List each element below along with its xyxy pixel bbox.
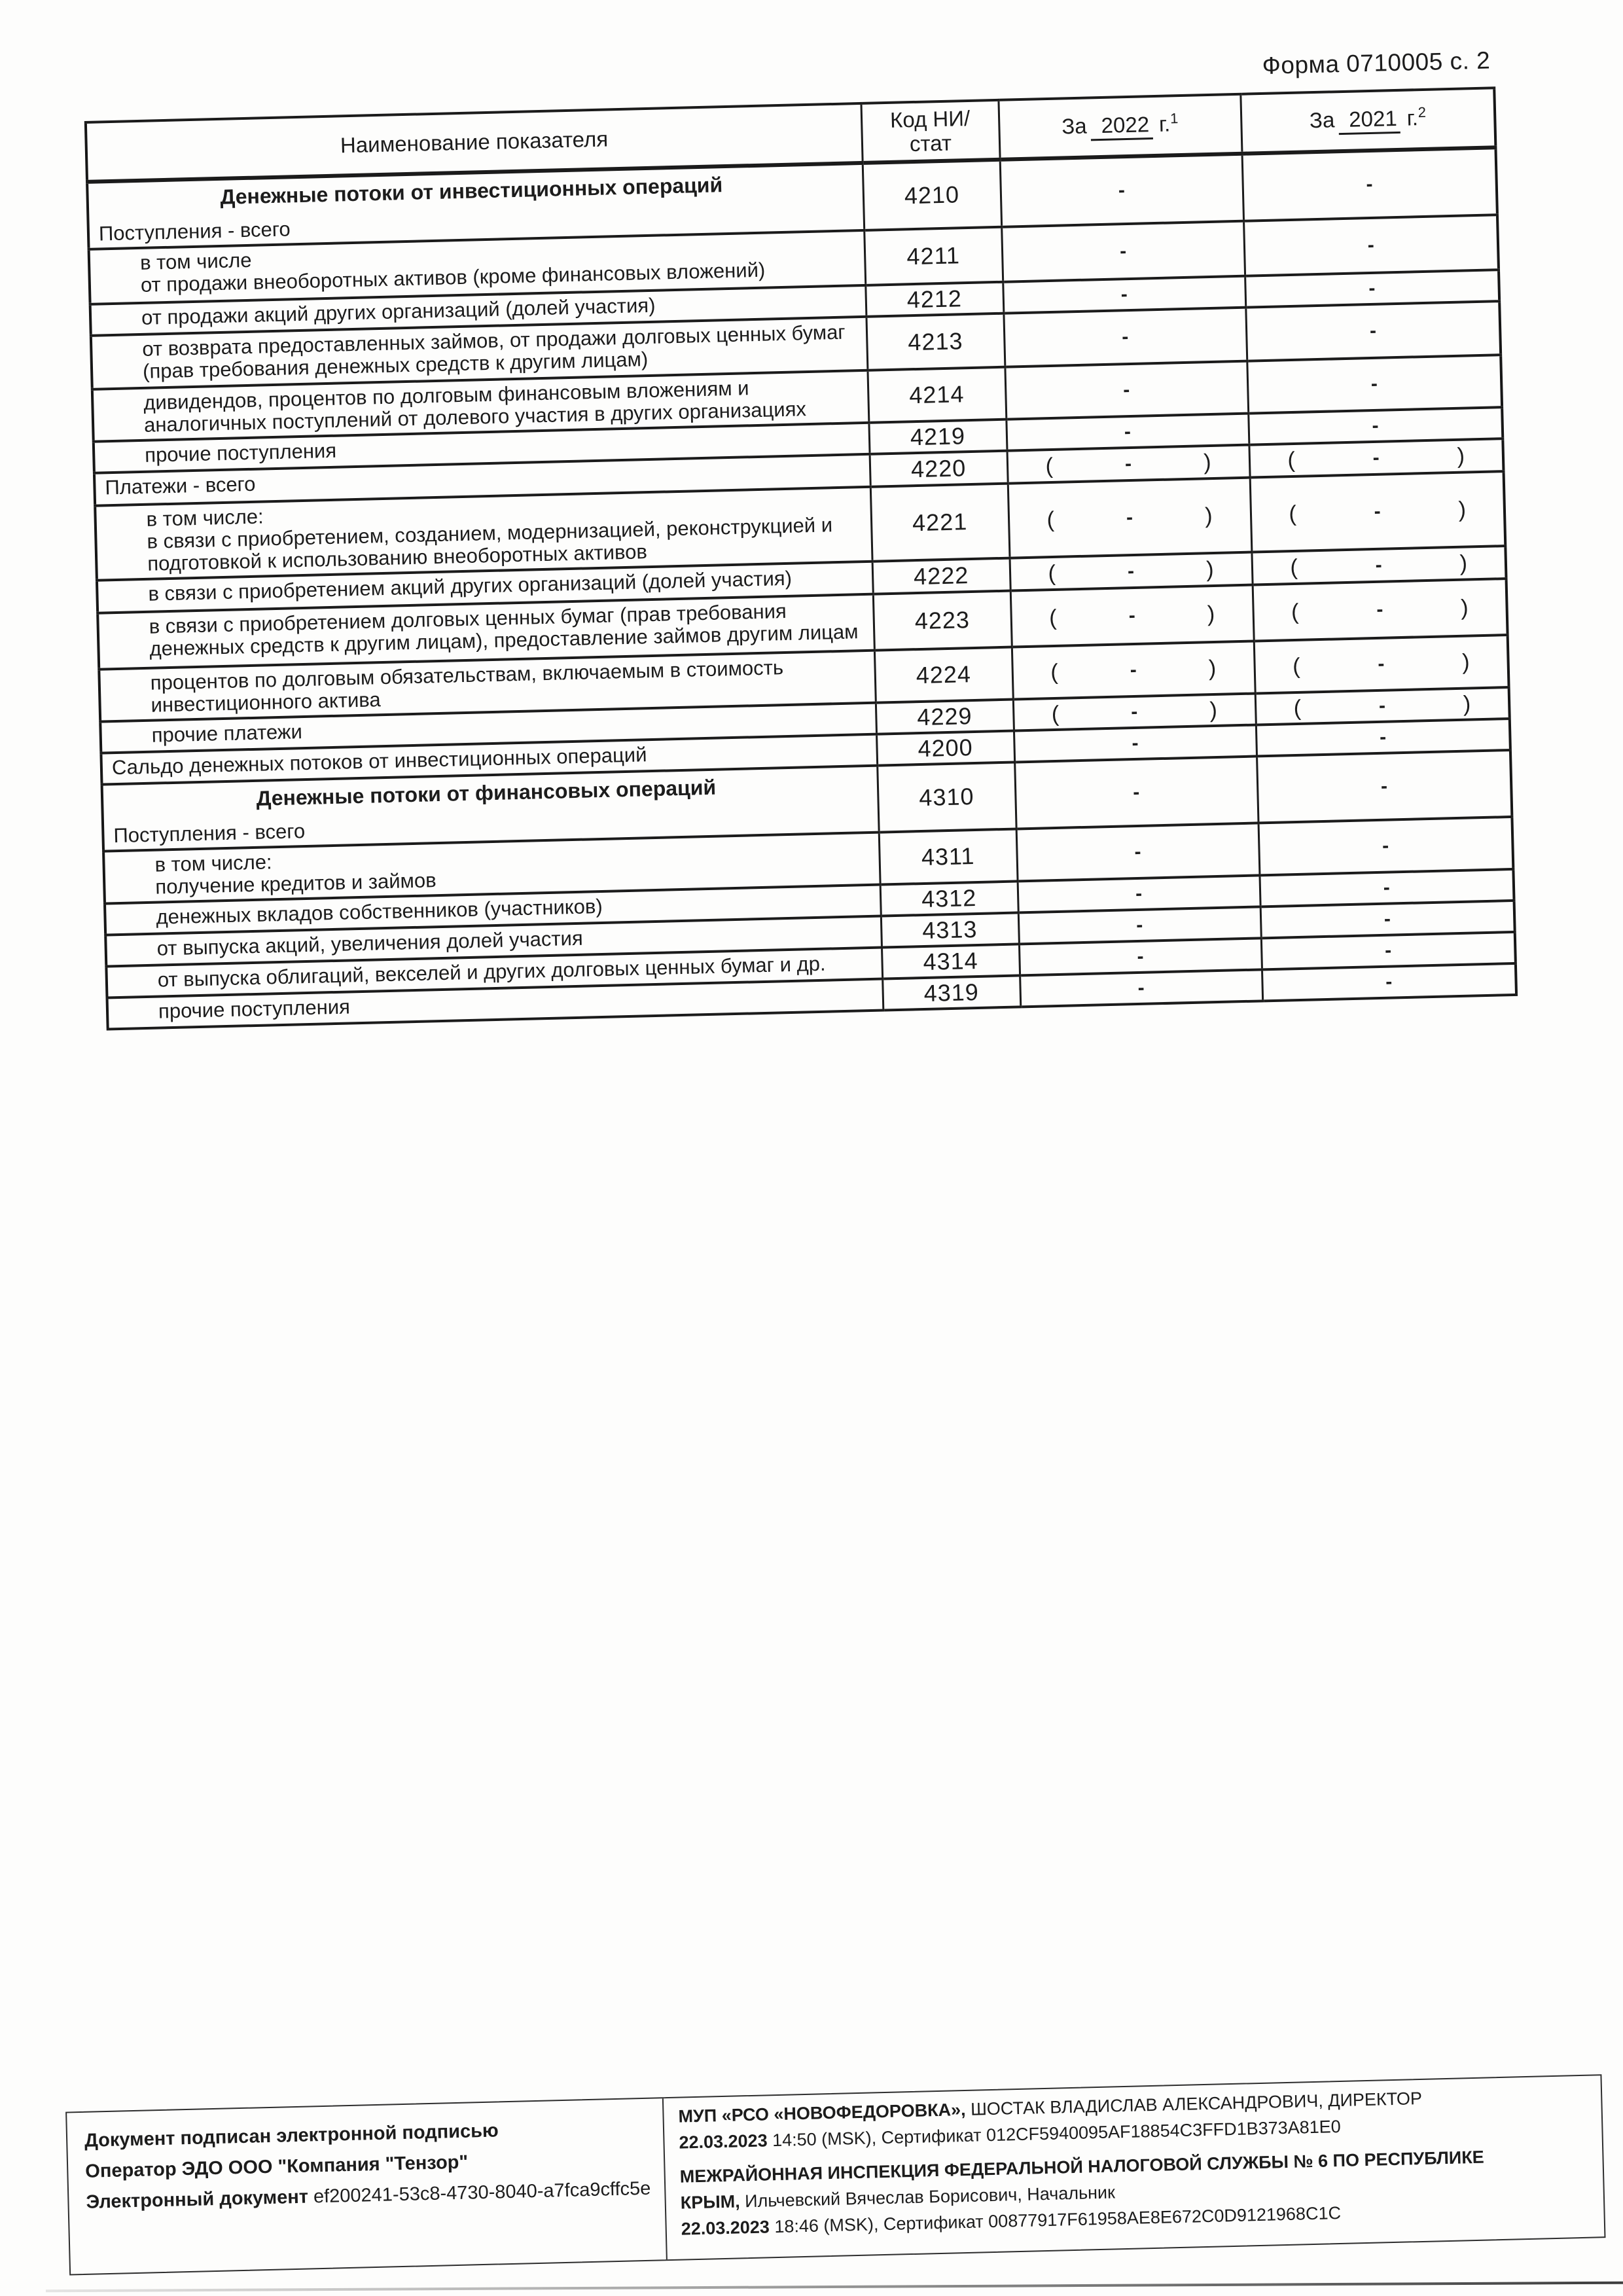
signer-2-certificate: 22.03.2023 18:46 (MSK), Сертификат 00877917F61958AE8E672C0D9121968C1C bbox=[681, 2202, 1342, 2239]
cash-flow-table bbox=[84, 86, 1518, 1030]
value-dash: - bbox=[1121, 326, 1129, 348]
value-2021-cell bbox=[1247, 355, 1502, 413]
indicator-label: Платежи - всего bbox=[105, 472, 256, 499]
code-cell: 4210 bbox=[863, 160, 1001, 230]
code-cell: 4319 bbox=[882, 975, 1020, 1010]
code-cell: 4222 bbox=[872, 558, 1010, 594]
value-dash: - bbox=[1372, 446, 1380, 469]
value-dash: - bbox=[1135, 882, 1143, 905]
indicator-label: процентов по долговым обязательствам, включаемым в стоимость инвестиционного актива bbox=[150, 656, 784, 717]
paren-open: ( bbox=[1293, 695, 1302, 721]
value-dash: - bbox=[1128, 604, 1136, 627]
footnote-mark: 1 bbox=[1169, 110, 1179, 127]
value-2021-cell bbox=[1254, 635, 1509, 693]
value-2021-cell bbox=[1242, 147, 1497, 221]
code-cell: 4221 bbox=[870, 484, 1010, 562]
value-2021-cell bbox=[1245, 301, 1501, 361]
value-dash: - bbox=[1118, 179, 1126, 202]
code-cell: 4223 bbox=[873, 591, 1012, 651]
code-cell: 4224 bbox=[874, 647, 1013, 703]
value-dash: - bbox=[1377, 653, 1385, 675]
signature-title: Документ подписан электронной подписью bbox=[84, 2120, 499, 2151]
value-dash: - bbox=[1137, 977, 1145, 999]
indicator-label: денежных вкладов собственников (участников) bbox=[156, 894, 603, 929]
code-cell: 4229 bbox=[876, 700, 1014, 734]
signer-2-name-line1: МЕЖРАЙОННАЯ ИНСПЕКЦИЯ ФЕДЕРАЛЬНОЙ НАЛОГОВОЙ СЛУЖБЫ № 6 ПО РЕСПУБЛИКЕ bbox=[679, 2147, 1485, 2187]
indicator-label: в связи с приобретением акций других организаций (долей участия) bbox=[148, 566, 793, 605]
value-2022-cell bbox=[1001, 221, 1245, 282]
signer-1-certificate: 22.03.2023 14:50 (MSK), Сертификат 012CF5940095AF18854C3FFD1B373A81E0 bbox=[679, 2116, 1342, 2153]
year-prefix: За bbox=[1309, 107, 1335, 133]
value-2021-cell bbox=[1253, 579, 1508, 641]
scan-edge-line bbox=[46, 2282, 1623, 2293]
value-2022-cell bbox=[1012, 641, 1255, 700]
value-dash: - bbox=[1132, 781, 1140, 804]
value-dash: - bbox=[1130, 658, 1137, 681]
paren-open: ( bbox=[1291, 599, 1299, 624]
indicator-label: прочие поступления bbox=[158, 995, 351, 1023]
paren-open: ( bbox=[1290, 554, 1298, 580]
code-cell: 4311 bbox=[879, 829, 1018, 884]
indicator-label: в том числе от продажи внеоборотных активов (кроме финансовых вложений) bbox=[139, 248, 766, 296]
indicator-label: дивидендов, процентов по долговым финансовым вложениям и аналогичных поступлений от долевого участия в других организациях bbox=[143, 376, 807, 437]
paren-close: ) bbox=[1208, 655, 1217, 681]
indicator-label: в том числе: получение кредитов и займов bbox=[154, 850, 437, 899]
value-2022-cell bbox=[1005, 361, 1248, 420]
value-dash: - bbox=[1124, 453, 1132, 475]
electronic-document-id: Электронный документ ef200241-53c8-4730-8040-a7fca9cffc5e bbox=[86, 2178, 651, 2213]
signature-block bbox=[65, 2074, 1605, 2275]
value-2021-cell bbox=[1250, 471, 1506, 552]
value-dash: - bbox=[1382, 834, 1389, 857]
code-cell: 4211 bbox=[864, 227, 1003, 285]
paren-close: ) bbox=[1460, 595, 1469, 620]
signer-1-name: МУП «РСО «НОВОФЕДОРОВКА», ШОСТАК ВЛАДИСЛАВ АЛЕКСАНДРОВИЧ, ДИРЕКТОР bbox=[678, 2088, 1423, 2126]
paren-close: ) bbox=[1209, 697, 1218, 723]
paren-open: ( bbox=[1048, 560, 1056, 586]
paren-close: ) bbox=[1207, 601, 1215, 626]
value-dash: - bbox=[1130, 700, 1138, 723]
value-dash: - bbox=[1132, 732, 1139, 755]
paren-open: ( bbox=[1050, 659, 1059, 685]
value-dash: - bbox=[1134, 840, 1141, 863]
indicator-label: Поступления - всего bbox=[98, 217, 291, 245]
paren-close: ) bbox=[1457, 443, 1465, 469]
code-cell: 4213 bbox=[866, 314, 1005, 370]
value-dash: - bbox=[1367, 234, 1375, 257]
indicator-label: от выпуска облигаций, векселей и других долговых ценных бумаг и др. bbox=[157, 952, 826, 992]
code-cell: 4312 bbox=[880, 881, 1018, 916]
value-2022-cell bbox=[1020, 969, 1262, 1007]
value-2021-cell bbox=[1257, 750, 1512, 823]
code-cell: 4220 bbox=[870, 451, 1008, 487]
value-dash: - bbox=[1379, 726, 1387, 748]
value-2022-cell bbox=[1014, 756, 1258, 829]
paren-open: ( bbox=[1051, 701, 1060, 726]
edo-operator: Оператор ЭДО ООО "Компания "Тензор" bbox=[84, 2151, 469, 2182]
col-header-indicator: Наименование показателя bbox=[86, 103, 863, 182]
indicator-label: от продажи акций других организаций (долей участия) bbox=[141, 293, 656, 329]
indicator-label: в том числе: в связи с приобретением, созданием, модернизацией, реконструкцией и подготовкой к использованию внеоборотных активов bbox=[146, 505, 833, 575]
form-number-label: Форма 0710005 с. 2 bbox=[1262, 46, 1491, 79]
value-2022-cell bbox=[1010, 585, 1254, 647]
value-dash: - bbox=[1119, 240, 1127, 262]
col-header-2022 bbox=[998, 94, 1241, 160]
value-dash: - bbox=[1127, 560, 1135, 583]
year-prefix: За bbox=[1061, 113, 1088, 139]
value-2022-cell bbox=[1007, 445, 1250, 484]
value-2022-cell bbox=[1008, 478, 1252, 558]
value-dash: - bbox=[1383, 876, 1391, 899]
value-dash: - bbox=[1120, 283, 1128, 306]
indicator-label: от возврата предоставленных займов, от продажи долговых ценных бумаг (прав требования денежных средств к другим лицам) bbox=[141, 320, 846, 383]
col-header-code: Код НИ/ стат bbox=[861, 100, 999, 163]
paren-open: ( bbox=[1287, 447, 1296, 473]
paren-open: ( bbox=[1046, 507, 1055, 532]
code-cell: 4219 bbox=[868, 420, 1007, 454]
year-value-underlined: 2021 bbox=[1338, 106, 1400, 135]
value-dash: - bbox=[1137, 945, 1144, 968]
section-heading: Денежные потоки от инвестиционных операций bbox=[220, 173, 723, 209]
value-dash: - bbox=[1369, 319, 1377, 342]
value-dash: - bbox=[1368, 277, 1376, 300]
value-dash: - bbox=[1378, 694, 1386, 717]
value-dash: - bbox=[1372, 414, 1379, 437]
paren-open: ( bbox=[1045, 453, 1054, 478]
year-suffix: г. bbox=[1406, 105, 1419, 130]
value-dash: - bbox=[1126, 506, 1133, 529]
value-dash: - bbox=[1380, 775, 1388, 797]
year-value-underlined: 2022 bbox=[1090, 112, 1152, 141]
value-2022-cell bbox=[1003, 308, 1247, 367]
value-2022-cell bbox=[1010, 552, 1253, 591]
paren-open: ( bbox=[1048, 605, 1058, 630]
paren-close: ) bbox=[1204, 503, 1213, 528]
paren-open: ( bbox=[1292, 653, 1300, 679]
paren-close: ) bbox=[1463, 691, 1471, 717]
footnote-mark: 2 bbox=[1418, 103, 1427, 121]
value-dash: - bbox=[1383, 908, 1391, 930]
signature-parties-cell bbox=[664, 2075, 1605, 2259]
paren-open: ( bbox=[1289, 501, 1297, 526]
value-dash: - bbox=[1385, 971, 1393, 993]
paren-close: ) bbox=[1203, 449, 1211, 475]
year-suffix: г. bbox=[1158, 111, 1171, 136]
code-cell: 4200 bbox=[876, 731, 1014, 766]
paren-close: ) bbox=[1205, 556, 1214, 582]
signer-2-name-line2: КРЫМ, Ильчевский Вячеслав Борисович, Начальник bbox=[680, 2182, 1116, 2213]
paren-close: ) bbox=[1459, 550, 1468, 576]
value-dash: - bbox=[1374, 500, 1382, 522]
signature-operator-cell bbox=[67, 2098, 668, 2274]
value-2022-cell bbox=[1016, 823, 1260, 881]
value-dash: - bbox=[1375, 554, 1383, 576]
value-2021-cell bbox=[1262, 963, 1516, 1001]
value-dash: - bbox=[1370, 372, 1378, 395]
indicator-label: Сальдо денежных потоков от инвестиционных операций bbox=[111, 743, 647, 780]
indicator-label: прочие поступления bbox=[144, 439, 337, 467]
section-heading: Денежные потоки от финансовых операций bbox=[256, 775, 717, 810]
code-cell: 4214 bbox=[867, 367, 1006, 423]
col-header-2021 bbox=[1240, 88, 1495, 153]
scanned-sheet bbox=[82, 0, 1495, 2239]
value-dash: - bbox=[1122, 379, 1130, 401]
value-2021-cell bbox=[1258, 817, 1514, 875]
value-2021-cell bbox=[1243, 215, 1499, 276]
code-cell: 4212 bbox=[865, 282, 1003, 317]
value-dash: - bbox=[1135, 914, 1143, 937]
paren-close: ) bbox=[1461, 649, 1471, 675]
value-dash: - bbox=[1376, 598, 1383, 620]
value-dash: - bbox=[1366, 173, 1373, 196]
value-dash: - bbox=[1384, 939, 1392, 961]
indicator-label: прочие платежи bbox=[151, 720, 303, 747]
code-cell: 4310 bbox=[877, 762, 1016, 833]
code-cell: 4313 bbox=[881, 912, 1019, 947]
indicator-label: в связи с приобретением долговых ценных бумаг (прав требования денежных средств к другим лицам), предоставление займов другим лицам bbox=[149, 599, 859, 660]
paren-close: ) bbox=[1458, 497, 1467, 522]
indicator-label: от выпуска акций, увеличения долей участия bbox=[156, 926, 584, 960]
value-2022-cell bbox=[1000, 154, 1243, 227]
code-cell: 4314 bbox=[882, 944, 1020, 978]
table-body bbox=[87, 147, 1516, 1029]
value-dash: - bbox=[1124, 421, 1132, 443]
indicator-label: Поступления - всего bbox=[113, 819, 306, 848]
